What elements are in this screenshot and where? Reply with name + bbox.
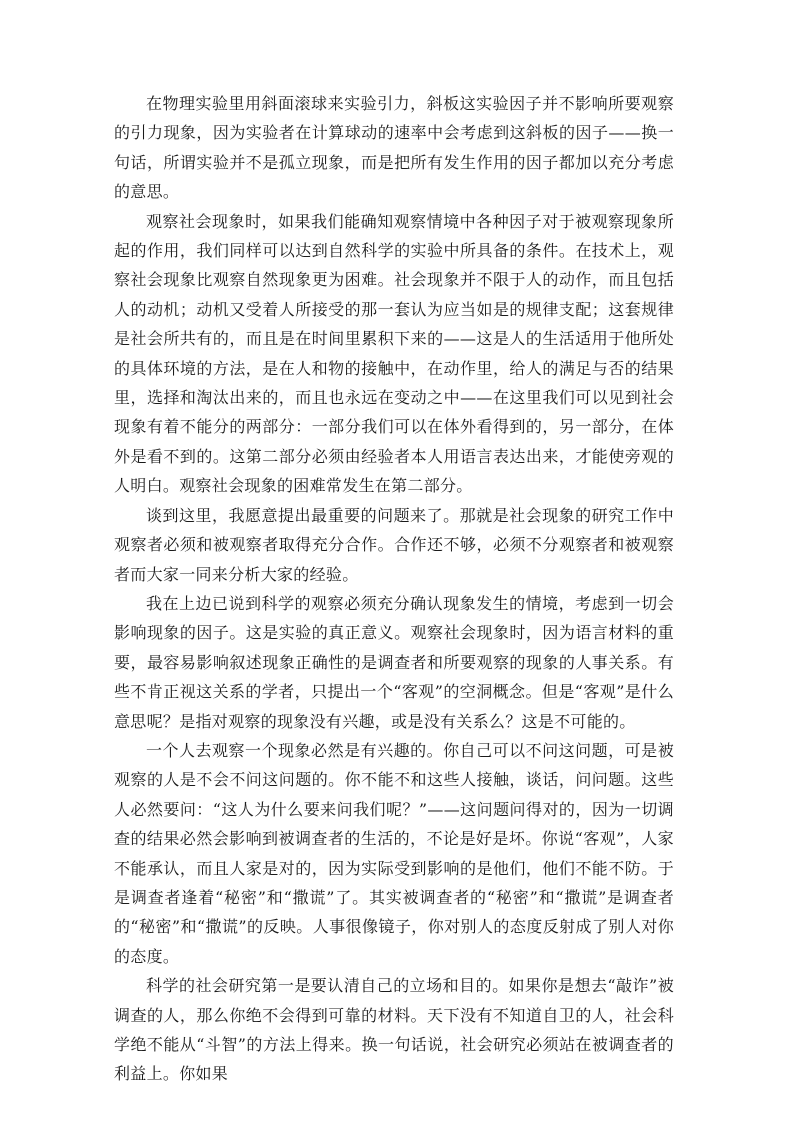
paragraph-3: 谈到这里，我愿意提出最重要的问题来了。那就是社会现象的研究工作中观察者必须和被观察者取得充分合作。合作还不够，必须不分观察者和被观察者而大家一同来分析大家的经验。 (114, 505, 674, 584)
article-body (114, 89, 674, 1089)
paragraph-4: 我在上边已说到科学的观察必须充分确认现象发生的情境，考虑到一切会影响现象的因子。这是实验的真正意义。观察社会现象时，因为语言材料的重要，最容易影响叙述现象正确性的是调查者和所要观察的现象的人事关系。有些不肯正视这关系的学者，只提出一个“客观”的空洞概念。但是“客观”是什么意思呢？是指对观察的现象没有兴趣，或是没有关系么？这是不可能的。 (114, 593, 674, 731)
paragraph-5: 一个人去观察一个现象必然是有兴趣的。你自己可以不问这问题，可是被观察的人是不会不问这问题的。你不能不和这些人接触，谈话，问问题。这些人必然要问：“这人为什么要来问我们呢？”——这问题问得对的，因为一切调查的结果必然会影响到被调查者的生活的，不论是好是坏。你说“客观”，人家不能承认，而且人家是对的，因为实际受到影响的是他们，他们不能不防。于是调查者逢着“秘密”和“撒谎”了。其实被调查者的“秘密”和“撒谎”是调查者的“秘密”和“撒谎”的反映。人事很像镜子，你对别人的态度反射成了别人对你的态度。 (114, 740, 674, 966)
paragraph-1: 在物理实验里用斜面滚球来实验引力，斜板这实验因子并不影响所要观察的引力现象，因为实验者在计算球动的速率中会考虑到这斜板的因子——换一句话，所谓实验并不是孤立现象，而是把所有发生作用的因子都加以充分考虑的意思。 (114, 94, 674, 202)
paragraph-6: 科学的社会研究第一是要认清自己的立场和目的。如果你是想去“敲诈”被调查的人，那么你绝不会得到可靠的材料。天下没有不知道自卫的人，社会科学绝不能从“斗智”的方法上得来。换一句话说，社会研究必须站在被调查者的利益上。你如果 (114, 976, 674, 1084)
paragraph-2: 观察社会现象时，如果我们能确知观察情境中各种因子对于被观察现象所起的作用，我们同样可以达到自然科学的实验中所具备的条件。在技术上，观察社会现象比观察自然现象更为困难。社会现象并不限于人的动作，而且包括人的动机；动机又受着人所接受的那一套认为应当如是的规律支配；这套规律是社会所共有的，而且是在时间里累积下来的——这是人的生活适用于他所处的具体环境的方法，是在人和物的接触中，在动作里，给人的满足与否的结果里，选择和淘汰出来的，而且也永远在变动之中——在这里我们可以见到社会现象有着不能分的两部分：一部分我们可以在体外看得到的，另一部分，在体外是看不到的。这第二部分必须由经验者本人用语言表达出来，才能使旁观的人明白。观察社会现象的困难常发生在第二部分。 (114, 211, 674, 496)
